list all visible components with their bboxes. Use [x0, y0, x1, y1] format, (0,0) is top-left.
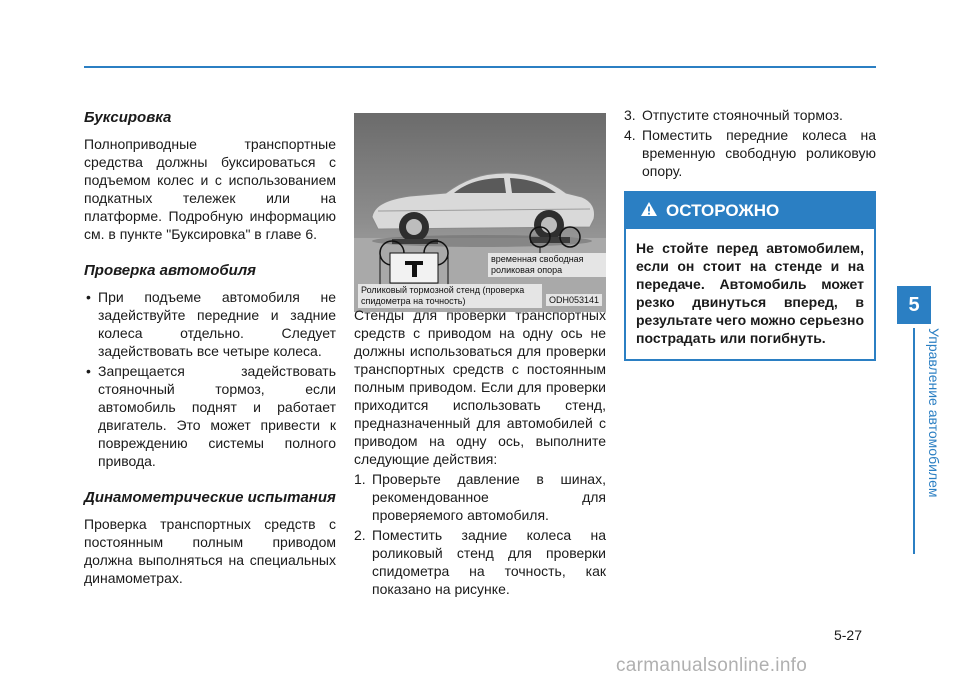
page-number: 5-27	[833, 627, 862, 643]
list-item: • Запрещается задействовать стояночный тормоз, если автомобиль поднят и работает двигатель. Это может привести к повреждению системы полного привода.	[84, 362, 336, 470]
list-item	[354, 526, 606, 598]
label-dyno: Роликовый тормозной стенд (проверка спидометра на точность)	[358, 284, 542, 308]
heading-towing: Буксировка	[84, 109, 172, 126]
warning-title: ОСТОРОЖНО	[666, 201, 780, 220]
watermark: carmanualsonline.info	[616, 655, 808, 676]
steps-middle	[354, 470, 606, 598]
step-number: 3.	[624, 107, 636, 123]
chapter-number-tab: 5	[897, 286, 931, 324]
column-middle	[354, 306, 606, 600]
step-text: Поместить задние колеса на роликовый стенд для проверки спидометра на точность, как показано на рисунке.	[372, 527, 606, 597]
step-text: Поместить передние колеса на временную свободную роликовую опору.	[642, 127, 876, 179]
step-text: Отпустите стояночный тормоз.	[642, 107, 843, 123]
section-dyno	[84, 488, 336, 587]
warning-header	[626, 193, 874, 229]
column-right	[624, 106, 876, 182]
section-inspection	[84, 261, 336, 470]
text-towing: Полноприводные транспортные средства должны буксироваться с подъемом колес и с использованием подкатных тележек или на платформе. Подробную информацию см. в пункте "Буксировка" в главе 6.	[84, 136, 336, 242]
section-towing	[84, 108, 336, 243]
step-text: Проверьте давление в шинах, рекомендованное для проверяемого автомобиля.	[372, 471, 606, 523]
column-left	[84, 108, 336, 605]
list-item	[624, 106, 876, 124]
chapter-side-line	[913, 328, 915, 554]
inspection-bullets	[84, 288, 336, 470]
top-rule	[84, 66, 876, 68]
steps-right	[624, 106, 876, 180]
list-item	[354, 470, 606, 524]
step-number: 4.	[624, 127, 636, 143]
step-number: 1.	[354, 471, 366, 487]
car-on-dyno-illustration	[354, 113, 606, 312]
text-dyno-procedure: Стенды для проверки транспортных средств с приводом на одну ось не должны использоваться для проверки транспортных средств с постоянным полным приводом. Если для проверки приходится использовать стенд, предназначенный для автомобилей с приводом на одну ось, выполните следующие действия:	[354, 307, 606, 467]
warning-triangle-icon	[640, 201, 658, 222]
list-item: • При подъеме автомобиля не задействуйте передние и задние колеса отдельно. Следует задействовать все четыре колеса.	[84, 288, 336, 360]
warning-text: Не стойте перед автомобилем, если он стоит на стенде и на передаче. Автомобиль может резко двинуться вперед, в результате чего можно серьезно пострадать или погибнуть.	[636, 240, 864, 346]
text-dyno: Проверка транспортных средств с постоянным полным приводом должна выполняться на специальных динамометрах.	[84, 516, 336, 586]
label-free-roller: временная свободная роликовая опора	[488, 253, 606, 277]
heading-dyno: Динамометрические испытания	[84, 489, 336, 506]
warning-box	[624, 191, 876, 361]
heading-inspection: Проверка автомобиля	[84, 262, 256, 279]
figure-code: ODH053141	[546, 294, 602, 306]
chapter-side-label	[922, 328, 944, 554]
chapter-title: Управление автомобилем	[926, 328, 942, 498]
list-item	[624, 126, 876, 180]
dyno-figure	[354, 113, 606, 312]
step-number: 2.	[354, 527, 366, 543]
